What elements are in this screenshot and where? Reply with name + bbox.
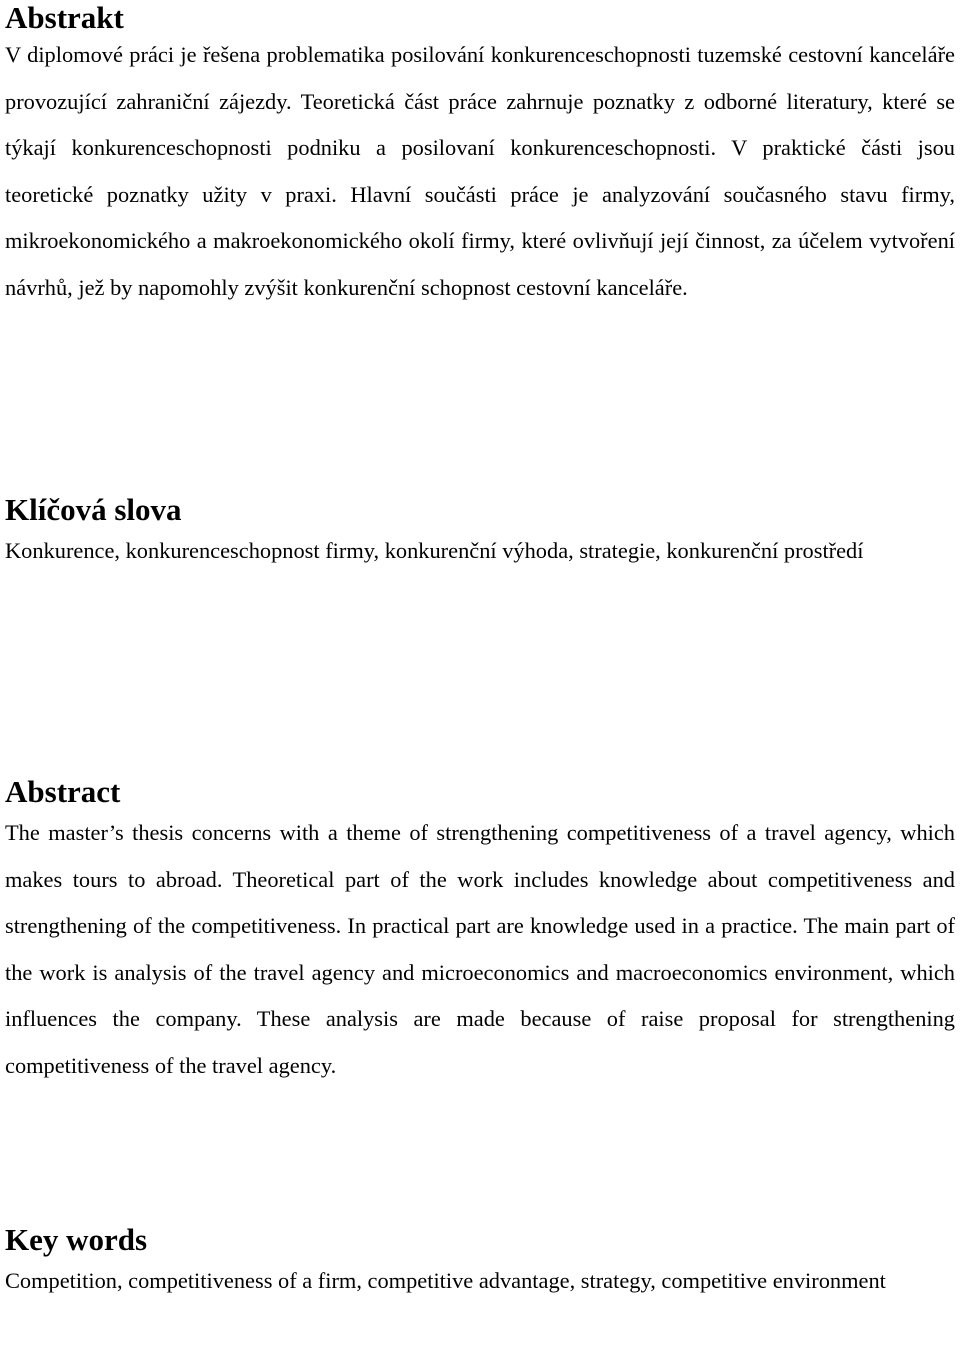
- abstract-section: [5, 774, 955, 1089]
- klicova-slova-text: Konkurence, konkurenceschopnost firmy, konkurenční výhoda, strategie, konkurenční prostředí: [5, 538, 864, 563]
- key-words-heading: Key words: [5, 1222, 148, 1257]
- abstrakt-heading: Abstrakt: [5, 0, 124, 35]
- abstrakt-text: V diplomové práci je řešena problematika posilování konkurenceschopnosti tuzemské cestovní kanceláře provozující zahraniční zájezdy. Teoretická část práce zahrnuje poznatky z odborné literatury, které se týkají konkurenceschopnosti podniku a posilovaní konkurenceschopnosti. V praktické části jsou teoretické poznatky užity v praxi. Hlavní součásti práce je analyzování současného stavu firmy, mikroekonomického a makroekonomického okolí firmy, které ovlivňují její činnost, za účelem vytvoření návrhů, jež by napomohly zvýšit konkurenční schopnost cestovní kanceláře.: [5, 42, 955, 300]
- klicova-slova-heading: Klíčová slova: [5, 492, 182, 527]
- abstrakt-section: [5, 0, 955, 311]
- klicova-slova-section: [5, 492, 955, 575]
- key-words-section: [5, 1222, 955, 1305]
- key-words-text: Competition, competitiveness of a firm, competitive advantage, strategy, competitive environment: [5, 1268, 886, 1293]
- abstract-heading: Abstract: [5, 774, 121, 809]
- abstract-text: The master’s thesis concerns with a theme of strengthening competitiveness of a travel agency, which makes tours to abroad. Theoretical part of the work includes knowledge about competitiveness and strengthening of the competitiveness. In practical part are knowledge used in a practice. The main part of the work is analysis of the travel agency and microeconomics and macroeconomics environment, which influences the company. These analysis are made because of raise proposal for strengthening competitiveness of the travel agency.: [5, 820, 955, 1078]
